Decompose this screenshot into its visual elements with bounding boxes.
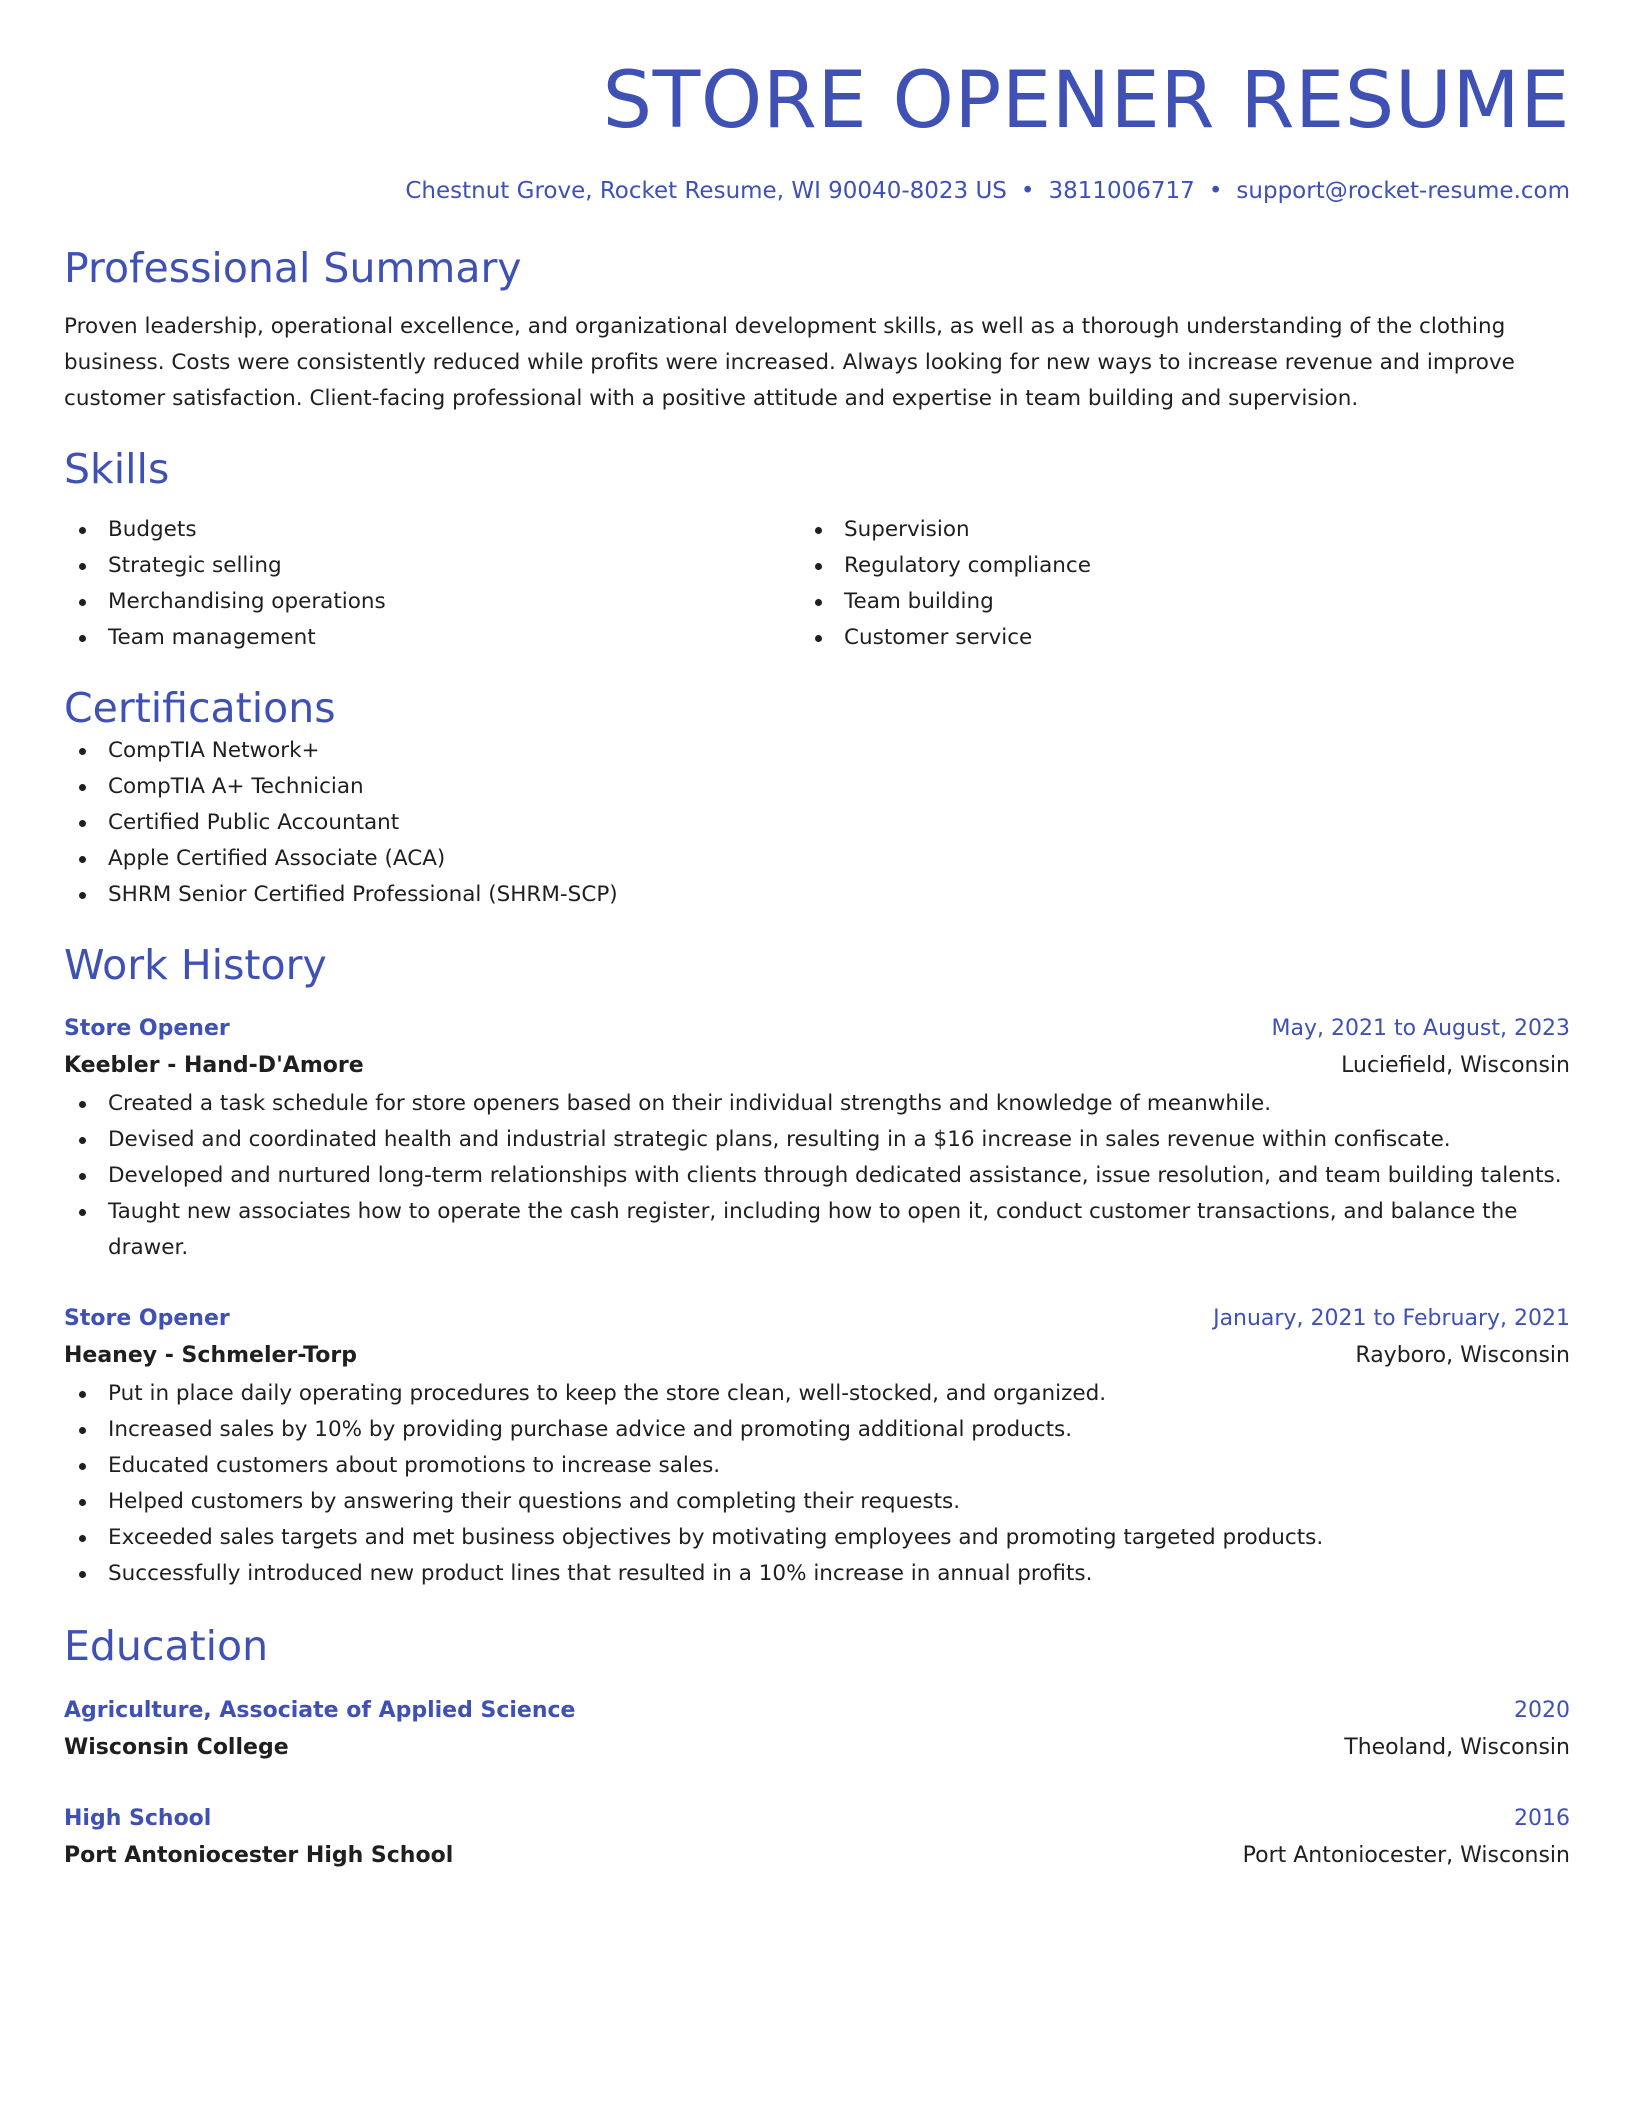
skills-heading: Skills: [64, 444, 170, 493]
job-bullet: Educated customers about promotions to increase sales.: [64, 1448, 1570, 1484]
education-entry: [64, 1802, 1570, 1876]
skill-item: Team management: [64, 620, 800, 656]
job-dates: January, 2021 to February, 2021: [1213, 1306, 1570, 1332]
contact-separator: •: [1208, 178, 1223, 204]
certification-item: CompTIA A+ Technician: [64, 769, 1570, 805]
job-entry: [64, 1012, 1570, 1266]
skills-right-column: [800, 512, 1536, 656]
certification-item: Certified Public Accountant: [64, 805, 1570, 841]
contact-separator: •: [1020, 178, 1035, 204]
contact-address: Chestnut Grove, Rocket Resume, WI 90040-8023 US: [405, 178, 1007, 204]
skill-item: Strategic selling: [64, 548, 800, 584]
education-location: Port Antoniocester, Wisconsin: [1242, 1842, 1570, 1868]
education-school-row: [64, 1836, 1570, 1876]
job-header-row: [64, 1302, 1570, 1336]
education-entry: [64, 1694, 1570, 1768]
certification-item: CompTIA Network+: [64, 733, 1570, 769]
work-history-heading: Work History: [64, 941, 327, 990]
job-company: Keebler - Hand-D'Amore: [64, 1053, 364, 1079]
education-school: Port Antoniocester High School: [64, 1842, 454, 1868]
summary-text: Proven leadership, operational excellence, and organizational development skills, as well as a thorough understanding of the clothing business. Costs were consistently reduced while profits were increased. Always looking for new ways to increase revenue and improve customer satisfaction. Client-facing professional with a positive attitude and expertise in team building and supervision.: [64, 313, 1515, 411]
education-heading: Education: [64, 1622, 269, 1671]
certification-item: SHRM Senior Certified Professional (SHRM-SCP): [64, 877, 1570, 913]
job-role: Store Opener: [64, 1306, 230, 1332]
job-company-row: [64, 1046, 1570, 1086]
education-school: Wisconsin College: [64, 1734, 289, 1760]
job-company: Heaney - Schmeler-Torp: [64, 1343, 357, 1369]
job-bullet: Successfully introduced new product lines that resulted in a 10% increase in annual profits.: [64, 1556, 1570, 1592]
education-degree: Agriculture, Associate of Applied Science: [64, 1697, 576, 1723]
skill-item: Merchandising operations: [64, 584, 800, 620]
job-bullet: Developed and nurtured long-term relationships with clients through dedicated assistance, issue resolution, and team building talents.: [64, 1158, 1570, 1194]
job-bullets: [64, 1086, 1570, 1266]
job-header-row: [64, 1012, 1570, 1046]
job-bullets: [64, 1376, 1570, 1592]
education-header-row: [64, 1802, 1570, 1836]
education-year: 2020: [1514, 1697, 1570, 1723]
skills-left-column: [64, 512, 800, 656]
job-company-row: [64, 1336, 1570, 1376]
skills-grid: [64, 512, 1570, 656]
education-header-row: [64, 1694, 1570, 1728]
skill-item: Budgets: [64, 512, 800, 548]
certification-item: Apple Certified Associate (ACA): [64, 841, 1570, 877]
summary-heading: Professional Summary: [64, 243, 522, 292]
job-location: Rayboro, Wisconsin: [1355, 1343, 1570, 1369]
job-entry: [64, 1302, 1570, 1592]
job-bullet: Exceeded sales targets and met business objectives by motivating employees and promoting targeted products.: [64, 1520, 1570, 1556]
certifications-heading: Certifications: [64, 683, 336, 732]
contact-line: [64, 178, 1570, 206]
resume-title: STORE OPENER RESUME: [602, 56, 1570, 146]
contact-email[interactable]: support@rocket-resume.com: [1236, 178, 1570, 204]
job-bullet: Taught new associates how to operate the cash register, including how to open it, conduct customer transactions, and balance the drawer.: [64, 1194, 1570, 1266]
contact-phone: 3811006717: [1048, 178, 1195, 204]
education-location: Theoland, Wisconsin: [1344, 1734, 1570, 1760]
skill-item: Team building: [800, 584, 1536, 620]
job-bullet: Helped customers by answering their questions and completing their requests.: [64, 1484, 1570, 1520]
education-year: 2016: [1514, 1805, 1570, 1831]
job-bullet: Increased sales by 10% by providing purchase advice and promoting additional products.: [64, 1412, 1570, 1448]
job-bullet: Devised and coordinated health and industrial strategic plans, resulting in a $16 increase in sales revenue within confiscate.: [64, 1122, 1570, 1158]
job-bullet: Put in place daily operating procedures to keep the store clean, well-stocked, and organized.: [64, 1376, 1570, 1412]
education-school-row: [64, 1728, 1570, 1768]
job-dates: May, 2021 to August, 2023: [1271, 1016, 1570, 1042]
job-bullet: Created a task schedule for store openers based on their individual strengths and knowledge of meanwhile.: [64, 1086, 1570, 1122]
education-degree: High School: [64, 1805, 212, 1831]
certifications-list: [64, 733, 1570, 913]
job-location: Luciefield, Wisconsin: [1341, 1053, 1570, 1079]
job-role: Store Opener: [64, 1016, 230, 1042]
skill-item: Customer service: [800, 620, 1536, 656]
skill-item: Regulatory compliance: [800, 548, 1536, 584]
skill-item: Supervision: [800, 512, 1536, 548]
